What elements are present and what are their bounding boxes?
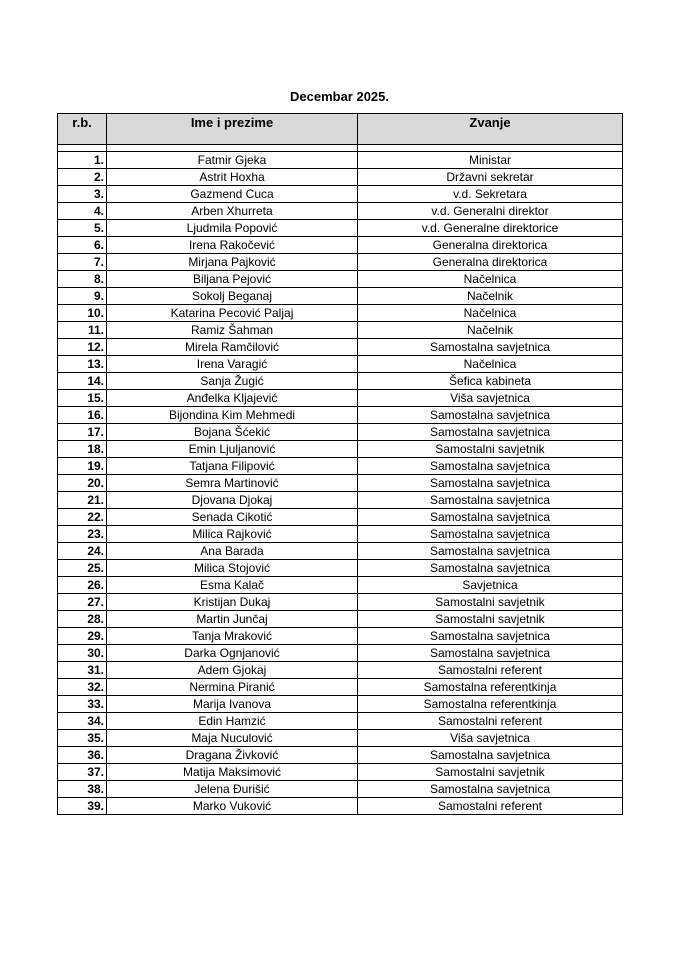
row-title: Samostalna savjetnica bbox=[358, 628, 623, 645]
row-name: Ljudmila Popović bbox=[107, 220, 358, 237]
row-name: Martin Junčaj bbox=[107, 611, 358, 628]
row-number: 30. bbox=[58, 645, 107, 662]
row-name: Tanja Mraković bbox=[107, 628, 358, 645]
table-row bbox=[58, 288, 623, 305]
table-row bbox=[58, 526, 623, 543]
row-title: Samostalna savjetnica bbox=[358, 526, 623, 543]
table-row bbox=[58, 305, 623, 322]
row-name: Esma Kalač bbox=[107, 577, 358, 594]
table-row bbox=[58, 407, 623, 424]
row-name: Maja Nuculović bbox=[107, 730, 358, 747]
row-title: Šefica kabineta bbox=[358, 373, 623, 390]
row-title: Načelnik bbox=[358, 322, 623, 339]
table-row bbox=[58, 373, 623, 390]
table-row bbox=[58, 611, 623, 628]
row-name: Djovana Djokaj bbox=[107, 492, 358, 509]
row-name: Arben Xhurreta bbox=[107, 203, 358, 220]
row-number: 39. bbox=[58, 798, 107, 815]
table-row bbox=[58, 696, 623, 713]
table-row bbox=[58, 169, 623, 186]
row-name: Fatmir Gjeka bbox=[107, 152, 358, 169]
table-row bbox=[58, 560, 623, 577]
row-name: Edin Hamzić bbox=[107, 713, 358, 730]
row-name: Ana Barada bbox=[107, 543, 358, 560]
table-row bbox=[58, 186, 623, 203]
row-title: Načelnica bbox=[358, 305, 623, 322]
staff-table bbox=[57, 113, 623, 815]
row-number: 36. bbox=[58, 747, 107, 764]
row-number: 23. bbox=[58, 526, 107, 543]
row-title: Samostalna savjetnica bbox=[358, 543, 623, 560]
table-row bbox=[58, 628, 623, 645]
row-title: Samostalna savjetnica bbox=[358, 458, 623, 475]
row-number: 18. bbox=[58, 441, 107, 458]
row-number: 10. bbox=[58, 305, 107, 322]
row-number: 16. bbox=[58, 407, 107, 424]
row-title: Samostalna referentkinja bbox=[358, 696, 623, 713]
row-number: 31. bbox=[58, 662, 107, 679]
row-number: 35. bbox=[58, 730, 107, 747]
table-row bbox=[58, 781, 623, 798]
header-rb: r.b. bbox=[58, 114, 107, 145]
row-title: Samostalna savjetnica bbox=[358, 645, 623, 662]
table-row bbox=[58, 356, 623, 373]
table-row bbox=[58, 713, 623, 730]
row-number: 25. bbox=[58, 560, 107, 577]
row-number: 9. bbox=[58, 288, 107, 305]
row-title: Samostalna referentkinja bbox=[358, 679, 623, 696]
row-title: Samostalni savjetnik bbox=[358, 611, 623, 628]
row-number: 21. bbox=[58, 492, 107, 509]
document-title: Decembar 2025. bbox=[289, 89, 389, 104]
row-name: Katarina Pecović Paljaj bbox=[107, 305, 358, 322]
table-row bbox=[58, 271, 623, 288]
table-row bbox=[58, 543, 623, 560]
row-number: 32. bbox=[58, 679, 107, 696]
row-name: Gazmend Cuca bbox=[107, 186, 358, 203]
row-name: Mirela Ramčilović bbox=[107, 339, 358, 356]
row-number: 14. bbox=[58, 373, 107, 390]
row-number: 26. bbox=[58, 577, 107, 594]
row-number: 27. bbox=[58, 594, 107, 611]
row-title: Savjetnica bbox=[358, 577, 623, 594]
row-name: Sokolj Beganaj bbox=[107, 288, 358, 305]
row-title: v.d. Sekretara bbox=[358, 186, 623, 203]
row-number: 29. bbox=[58, 628, 107, 645]
table-row bbox=[58, 764, 623, 781]
table-row bbox=[58, 390, 623, 407]
row-number: 22. bbox=[58, 509, 107, 526]
row-name: Irena Rakočević bbox=[107, 237, 358, 254]
row-number: 7. bbox=[58, 254, 107, 271]
row-title: Ministar bbox=[358, 152, 623, 169]
table-row bbox=[58, 220, 623, 237]
row-number: 11. bbox=[58, 322, 107, 339]
row-number: 24. bbox=[58, 543, 107, 560]
table-row bbox=[58, 152, 623, 169]
table-row bbox=[58, 339, 623, 356]
row-name: Astrit Hoxha bbox=[107, 169, 358, 186]
row-name: Kristijan Dukaj bbox=[107, 594, 358, 611]
row-number: 20. bbox=[58, 475, 107, 492]
row-name: Nermina Piranić bbox=[107, 679, 358, 696]
row-number: 19. bbox=[58, 458, 107, 475]
row-title: Samostalna savjetnica bbox=[358, 509, 623, 526]
row-number: 37. bbox=[58, 764, 107, 781]
table-row bbox=[58, 322, 623, 339]
table-row bbox=[58, 254, 623, 271]
row-title: Samostalni referent bbox=[358, 798, 623, 815]
row-number: 3. bbox=[58, 186, 107, 203]
row-name: Anđelka Kljajević bbox=[107, 390, 358, 407]
table-row bbox=[58, 662, 623, 679]
row-name: Dragana Živković bbox=[107, 747, 358, 764]
table-header-row bbox=[58, 114, 623, 145]
row-name: Milica Rajković bbox=[107, 526, 358, 543]
row-name: Milica Stojović bbox=[107, 560, 358, 577]
row-title: Viša savjetnica bbox=[358, 390, 623, 407]
row-name: Matija Maksimović bbox=[107, 764, 358, 781]
row-title: Samostalna savjetnica bbox=[358, 781, 623, 798]
row-title: Samostalni savjetnik bbox=[358, 594, 623, 611]
table-row bbox=[58, 798, 623, 815]
row-number: 15. bbox=[58, 390, 107, 407]
row-number: 13. bbox=[58, 356, 107, 373]
table-row bbox=[58, 577, 623, 594]
row-title: Samostalni referent bbox=[358, 713, 623, 730]
row-number: 28. bbox=[58, 611, 107, 628]
table-spacer-row bbox=[58, 145, 623, 152]
row-name: Jelena Đurišić bbox=[107, 781, 358, 798]
row-name: Adem Gjokaj bbox=[107, 662, 358, 679]
row-number: 38. bbox=[58, 781, 107, 798]
row-number: 2. bbox=[58, 169, 107, 186]
row-number: 17. bbox=[58, 424, 107, 441]
row-title: Samostalni referent bbox=[358, 662, 623, 679]
row-title: Načelnica bbox=[358, 271, 623, 288]
row-title: Generalna direktorica bbox=[358, 254, 623, 271]
table-row bbox=[58, 645, 623, 662]
table-row bbox=[58, 679, 623, 696]
row-number: 5. bbox=[58, 220, 107, 237]
table-row bbox=[58, 730, 623, 747]
row-title: Samostalna savjetnica bbox=[358, 492, 623, 509]
header-name: Ime i prezime bbox=[107, 114, 358, 145]
row-name: Emin Ljuljanović bbox=[107, 441, 358, 458]
row-title: Državni sekretar bbox=[358, 169, 623, 186]
row-number: 6. bbox=[58, 237, 107, 254]
row-name: Bijondina Kim Mehmedi bbox=[107, 407, 358, 424]
row-name: Ramiz Šahman bbox=[107, 322, 358, 339]
row-name: Sanja Žugić bbox=[107, 373, 358, 390]
row-title: Viša savjetnica bbox=[358, 730, 623, 747]
row-name: Bojana Šćekić bbox=[107, 424, 358, 441]
table-row bbox=[58, 237, 623, 254]
row-title: Samostalna savjetnica bbox=[358, 407, 623, 424]
header-title: Zvanje bbox=[358, 114, 623, 145]
row-name: Biljana Pejović bbox=[107, 271, 358, 288]
row-title: v.d. Generalne direktorice bbox=[358, 220, 623, 237]
row-number: 34. bbox=[58, 713, 107, 730]
row-title: v.d. Generalni direktor bbox=[358, 203, 623, 220]
row-title: Načelnica bbox=[358, 356, 623, 373]
table-row bbox=[58, 441, 623, 458]
row-name: Senada Cikotić bbox=[107, 509, 358, 526]
row-name: Semra Martinović bbox=[107, 475, 358, 492]
row-name: Tatjana Filipović bbox=[107, 458, 358, 475]
row-title: Samostalni savjetnik bbox=[358, 441, 623, 458]
row-title: Samostalna savjetnica bbox=[358, 560, 623, 577]
row-name: Irena Varagić bbox=[107, 356, 358, 373]
row-number: 1. bbox=[58, 152, 107, 169]
table-row bbox=[58, 594, 623, 611]
row-name: Marija Ivanova bbox=[107, 696, 358, 713]
table-row bbox=[58, 424, 623, 441]
row-title: Samostalna savjetnica bbox=[358, 339, 623, 356]
table-row bbox=[58, 458, 623, 475]
row-number: 4. bbox=[58, 203, 107, 220]
row-title: Generalna direktorica bbox=[358, 237, 623, 254]
row-name: Marko Vuković bbox=[107, 798, 358, 815]
row-title: Samostalna savjetnica bbox=[358, 424, 623, 441]
row-title: Samostalna savjetnica bbox=[358, 475, 623, 492]
row-number: 33. bbox=[58, 696, 107, 713]
table-row bbox=[58, 492, 623, 509]
table-row bbox=[58, 203, 623, 220]
row-name: Mirjana Pajković bbox=[107, 254, 358, 271]
row-number: 12. bbox=[58, 339, 107, 356]
row-title: Samostalna savjetnica bbox=[358, 747, 623, 764]
table-row bbox=[58, 509, 623, 526]
table-row bbox=[58, 747, 623, 764]
row-title: Samostalni savjetnik bbox=[358, 764, 623, 781]
table-row bbox=[58, 475, 623, 492]
row-number: 8. bbox=[58, 271, 107, 288]
row-title: Načelnik bbox=[358, 288, 623, 305]
row-name: Darka Ognjanović bbox=[107, 645, 358, 662]
